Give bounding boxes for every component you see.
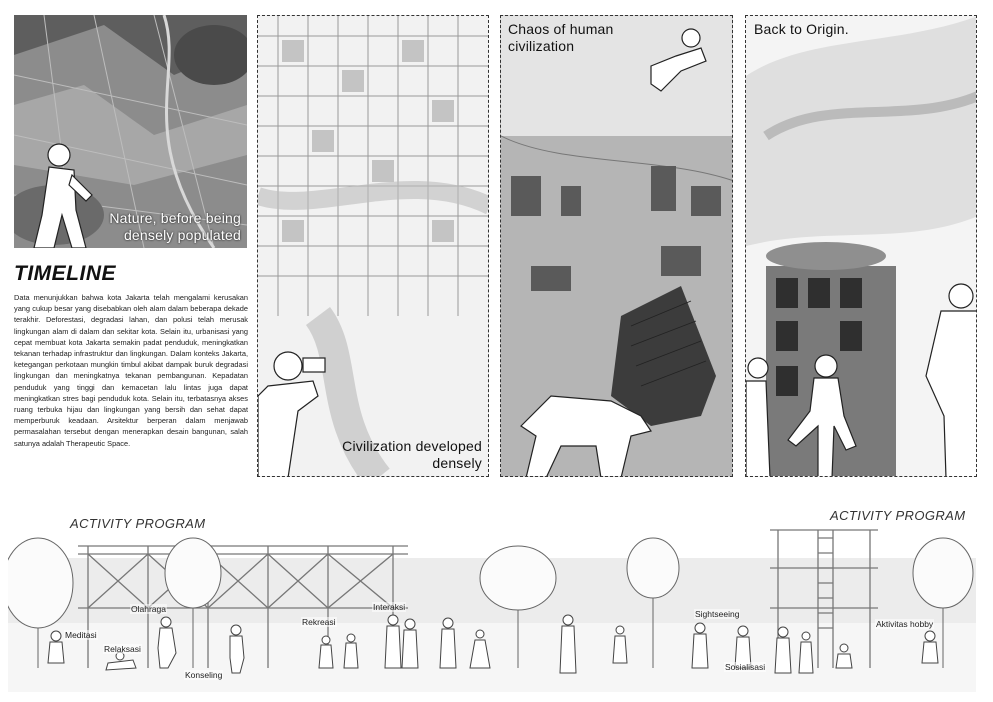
aerial-city-image <box>258 16 489 477</box>
caption-nature: Nature, before being densely populated <box>109 210 241 243</box>
caption-chaos: Chaos of human civilization <box>508 21 614 54</box>
chaotic-city-image <box>501 16 733 477</box>
label-sosialisasi: Sosialisasi <box>725 662 766 672</box>
label-aktivitas-hobby: Aktivitas hobby <box>876 619 934 629</box>
panel-origin <box>745 15 977 477</box>
label-relaksasi: Relaksasi <box>104 644 141 654</box>
activity-program-section <box>8 528 976 692</box>
caption-civilization: Civilization developed densely <box>342 438 482 471</box>
timeline-title: TIMELINE <box>14 262 116 285</box>
activity-program-title-right: ACTIVITY PROGRAM <box>830 508 966 523</box>
label-meditasi: Meditasi <box>65 630 97 640</box>
label-interaksi: Interaksi <box>373 602 406 612</box>
panel-chaos <box>500 15 733 477</box>
panel-civilization <box>257 15 489 477</box>
green-building-image <box>746 16 977 477</box>
timeline-body: Data menunjukkan bahwa kota Jakarta telah mengalami kerusakan yang cukup besar yang disebabkan oleh alam dalam beberapa dekade terakhir. Deforestasi, degradasi lahan, dan polusi telah merusak lingkungan alam di dalam dan sekitar kota. Selain itu, urbanisasi yang cepat membuat kota Jakarta semakin padat penduduk, meningkatkan tekanan terhadap infrastruktur dan lingkungan. Dalam konteks Jakarta, ketegangan perkotaan mungkin timbul akibat dampak buruk degradasi lingkungan dan meningkatnya tekanan pembangunan. Kepadatan penduduk yang tinggi dan kemacetan lalu lintas juga dapat meningkatkan stres bagi penduduk kota. Selain itu, terbatasnya akses ruang terbuka hijau dan lingkungan yang bersih dan sehat dapat memperburuk keadaan. Arsitektur berperan dalam menjawab permasalahan tersebut dengan menerapkan desain bangunan, salah satunya adalah Therapeutic Space. <box>14 293 248 448</box>
panel-nature <box>14 15 247 248</box>
caption-origin: Back to Origin. <box>754 21 849 37</box>
label-konseling: Konseling <box>185 670 223 680</box>
label-rekreasi: Rekreasi <box>302 617 336 627</box>
label-sightseeing: Sightseeing <box>695 609 740 619</box>
activity-program-title-left: ACTIVITY PROGRAM <box>70 516 206 531</box>
label-olahraga: Olahraga <box>131 604 166 614</box>
